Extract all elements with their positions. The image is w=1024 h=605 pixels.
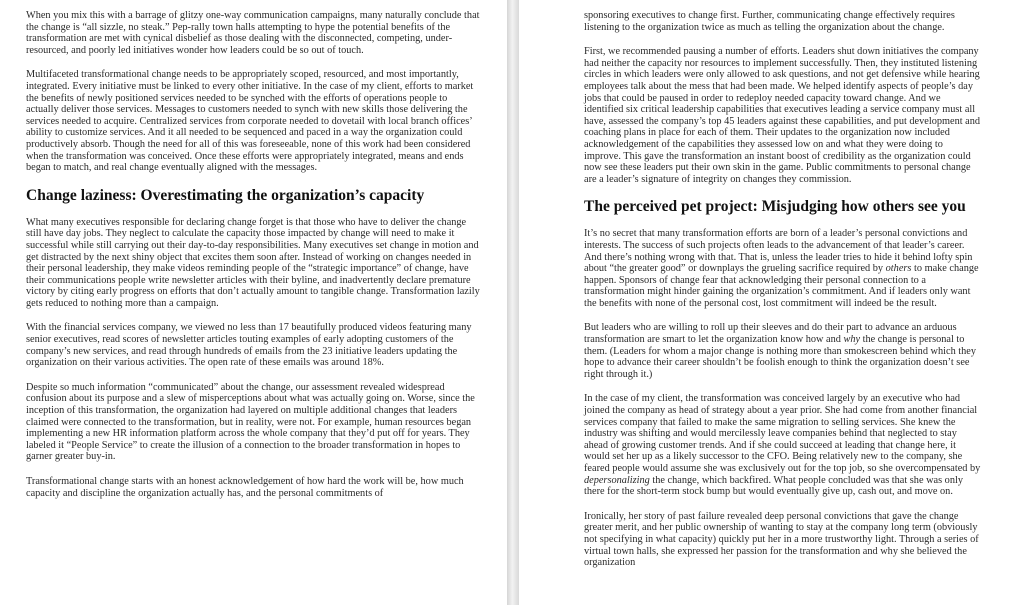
paragraph (584, 228, 981, 309)
text-run: In the case of my client, the transformation was conceived largely by an executive who had joined the company as head of strategy about a year prior. She had come from another financial services company that failed to make the same migration to selling services. She knew the industry was shifting and would mercilessly leave companies behind that neglected to stay ahead of growing customer trends. And if she could succeed at leading that change here, it would set her up as a likely successor to the CFO. Being relatively new to the company, she feared people would assume she was exclusively out for the top job, so she overcompensated by (584, 393, 981, 474)
text-run: to make change happen. Sponsors of change fear that acknowledging their personal connection to a transformation might hinder gaining the organization’s commitment. And if leaders only want the benefits with none of the personal cost, lost commitment will indeed be the result. (584, 263, 979, 309)
left-page (0, 0, 507, 605)
paragraph: First, we recommended pausing a number of efforts. Leaders shut down initiatives the company had neither the capacity nor resources to implement successfully. Then, they instituted listening circles in which leaders were only allowed to ask questions, and not get defensive while hearing employees talk about the mess that had been made. We helped identify aspects of people’s day jobs that could be paused in order to redeploy needed capacity toward change. And we identified six critical leadership capabilities that executives leading a service company must all have, assessed the company’s top 45 leaders against these capabilities, and put development and coaching plans in place for each of them. Their updates to the organization now included acknowledgement of the capabilities they assessed low on and what they were doing to improve. This gave the transformation an instant boost of credibility as the organization could now see these leaders put their own skin in the game. Public commitments to personal change are a leader’s signature of integrity on changes they commission. (584, 46, 981, 185)
emphasis: why (843, 334, 861, 346)
paragraph (584, 322, 981, 380)
paragraph: When you mix this with a barrage of glitzy one-way communication campaigns, many naturally conclude that the change is “all sizzle, no steak.” Pep-rally town halls attempting to hype the potential benefits of the transformation are met with cynical disbelief as those dealing with the disconnected, competing, under-resourced, and poorly led initiatives wonder how leaders could be so out of touch. (26, 10, 480, 56)
text-run: It’s no secret that many transformation efforts are born of a leader’s personal convictions and interests. The success of such projects often leads to the advancement of that leader’s career. And there’s nothing wrong with that. That is, unless the leader tries to hide it behind lofty spin about “the greater good” or downplays the grueling sacrifice required by (584, 228, 973, 275)
paragraph: Ironically, her story of past failure revealed deep personal convictions that gave the change greater merit, and her public ownership of wanting to stay at the company long term (obviously not specifying in what capacity) quickly put her in a more trustworthy light. Through a series of virtual town halls, she expressed her passion for the transformation and why she believed the organization (584, 510, 979, 569)
paragraph: Multifaceted transformational change needs to be appropriately scoped, resourced, and most importantly, integrated. Every initiative must be linked to every other initiative. In the case of my client, efforts to market the benefits of newly positioned services needed to be synched with the efforts of operations people to actually deliver those services. Messages to customers needed to synch with new skills those delivering the services needed to acquire. Centralized services from corporate needed to dovetail with local branch offices’ ability to customize services. And it all needed to be sequenced and paced in a way the organization could productively absorb. Though the need for all of this was foreseeable, none of this work had been considered when the transformation was conceived. Once these efforts were appropriately integrated, means and ends began to match, and real change eventually aligned with the messages. (26, 69, 474, 174)
emphasis: depersonalizing (584, 474, 650, 486)
right-page (519, 0, 1024, 605)
section-heading: Change laziness: Overestimating the organization’s capacity (26, 186, 425, 204)
paragraph: Transformational change starts with an honest acknowledgement of how hard the work will be, how much capacity and discipline the organization actually has, and the personal commitments of (26, 476, 464, 499)
paragraph: What many executives responsible for declaring change forget is that those who have to deliver the change still have day jobs. They neglect to calculate the capacity those impacted by change will need to make it successful while still carrying out their day-to-day responsibilities. Many executives set change in motion and get distracted by the next shiny object that excites them soon after. Instead of working on changes needed in their personal leadership, they make videos reminding people of the “strategic importance” of change, have their communications people write newsletter articles with their byline, and inadvertently declare premature victory by citing early progress on efforts that don’t actually amount to tangible change. Transformation lazily gets reduced to nothing more than a campaign. (26, 216, 480, 309)
paragraph (584, 393, 981, 497)
page-gutter (507, 0, 519, 605)
text-run: the change is personal to them. (Leaders for whom a major change is nothing more than smokescreen behind which they hope to advance their career shouldn’t be foolish enough to think the organization doesn’t see right through it.) (584, 334, 977, 380)
paragraph: Despite so much information “communicated” about the change, our assessment revealed widespread confusion about its purpose and a slew of misperceptions about what was actually going on. Worse, since the inception of this transformation, the organization had layered on multiple additional changes that leaders claimed were connected to the transformation, but in reality, were not. For example, human resources began implementing a new HR information platform across the whole company that they’d put off for years. They labeled it “People Service” to create the illusion of a connection to the broader transformation in hopes to garner greater buy-in. (26, 381, 475, 463)
paragraph: sponsoring executives to change first. Further, communicating change effectively requires listening to the organization twice as much as telling the organization about the change. (584, 10, 955, 33)
text-run: the change, which backfired. What people concluded was that she was only there for the short-term stock bump but would eventually give up, cash out, and move on. (584, 474, 963, 498)
section-heading: The perceived pet project: Misjudging how others see you (584, 198, 966, 216)
emphasis: others (885, 263, 912, 275)
text-run: But leaders who are willing to roll up their sleeves and do their part to advance an arduous transformation are smart to let the organization know how and (584, 322, 957, 346)
paragraph: With the financial services company, we viewed no less than 17 beautifully produced videos featuring many senior executives, read scores of newsletter articles touting examples of early adopting customers of the company’s new services, and read through hundreds of emails from the 23 initiative leaders updating the organization on their various activities. The open rate of these emails was around 18%. (26, 322, 472, 369)
